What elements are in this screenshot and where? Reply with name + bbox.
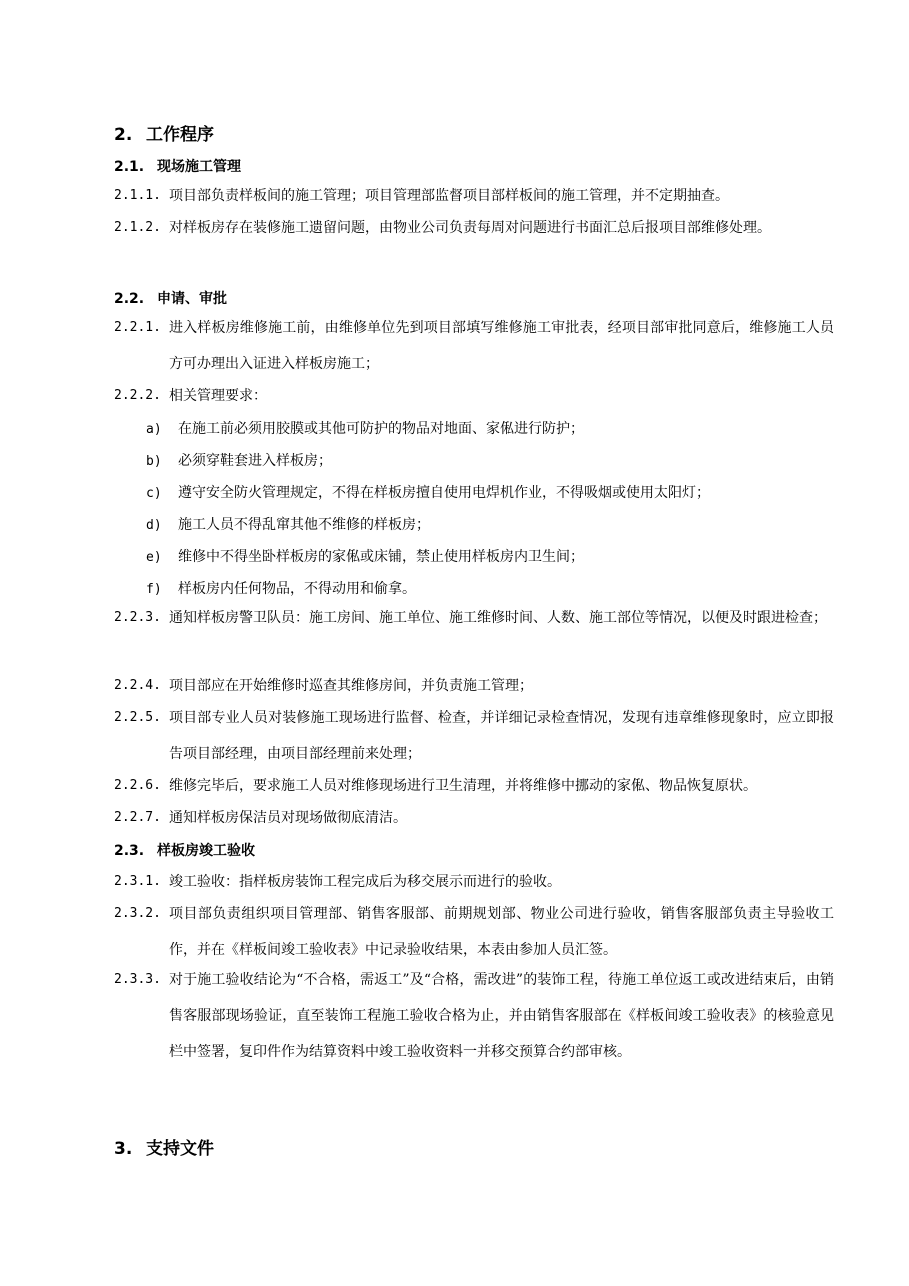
clause-2-2-7: 2.2.7. 通知样板房保洁员对现场做彻底清洁。 — [114, 810, 407, 826]
clause-2-1-2: 2.1.2. 对样板房存在装修施工遗留问题，由物业公司负责每周对问题进行书面汇总后报项目部维修处理。 — [114, 220, 771, 236]
clause-2-2-6: 2.2.6. 维修完毕后，要求施工人员对维修现场进行卫生清理，并将维修中挪动的家俬、物品恢复原状。 — [114, 778, 757, 794]
clause-2-3-1: 2.3.1. 竣工验收：指样板房装饰工程完成后为移交展示而进行的验收。 — [114, 874, 561, 890]
clause-2-2-5: 2.2.5. 项目部专业人员对装修施工现场进行监督、检查，并详细记录检查情况，发现有违章维修现象时，应立即报告项目部经理，由项目部经理前来处理； — [114, 710, 834, 762]
clause-2-3-2: 2.3.2. 项目部负责组织项目管理部、销售客服部、前期规划部、物业公司进行验收，销售客服部负责主导验收工作，并在《样板间竣工验收表》中记录验收结果，本表由参加人员汇签。 — [114, 906, 834, 958]
clause-2-2-2: 2.2.2. 相关管理要求： — [114, 388, 267, 404]
section-heading-2: 2. 工作程序 — [114, 125, 214, 145]
requirement-item: f) 样板房内任何物品，不得动用和偷拿。 — [146, 581, 416, 597]
section-heading-2-1: 2.1. 现场施工管理 — [114, 159, 241, 175]
requirement-item: c) 遵守安全防火管理规定，不得在样板房擅自使用电焊机作业，不得吸烟或使用太阳灯； — [146, 485, 710, 501]
requirement-item: b) 必须穿鞋套进入样板房； — [146, 453, 332, 469]
clause-2-2-1: 2.2.1. 进入样板房维修施工前，由维修单位先到项目部填写维修施工审批表，经项目部审批同意后，维修施工人员方可办理出入证进入样板房施工； — [114, 320, 834, 372]
clause-2-2-3: 2.2.3. 通知样板房警卫队员：施工房间、施工单位、施工维修时间、人数、施工部位等情况，以便及时跟进检查； — [114, 610, 827, 626]
section-heading-2-3: 2.3. 样板房竣工验收 — [114, 843, 255, 859]
clause-2-2-4: 2.2.4. 项目部应在开始维修时巡查其维修房间，并负责施工管理； — [114, 678, 533, 694]
requirement-item: d) 施工人员不得乱窜其他不维修的样板房； — [146, 517, 430, 533]
requirement-item: a) 在施工前必须用胶膜或其他可防护的物品对地面、家俬进行防护； — [146, 421, 584, 437]
section-heading-3: 3. 支持文件 — [114, 1139, 214, 1159]
requirement-item: e) 维修中不得坐卧样板房的家俬或床铺，禁止使用样板房内卫生间； — [146, 549, 584, 565]
clause-2-1-1: 2.1.1. 项目部负责样板间的施工管理；项目管理部监督项目部样板间的施工管理，并不定期抽查。 — [114, 188, 729, 204]
clause-2-3-3: 2.3.3. 对于施工验收结论为“不合格，需返工”及“合格，需改进”的装饰工程，待施工单位返工或改进结束后，由销售客服部现场验证，直至装饰工程施工验收合格为止，并由销售客服部在《样板间竣工验收表》的核验意见栏中签署，复印件作为结算资料中竣工验收资料一并移交预算合约部审核。 — [114, 972, 834, 1060]
section-heading-2-2: 2.2. 申请、审批 — [114, 291, 227, 307]
